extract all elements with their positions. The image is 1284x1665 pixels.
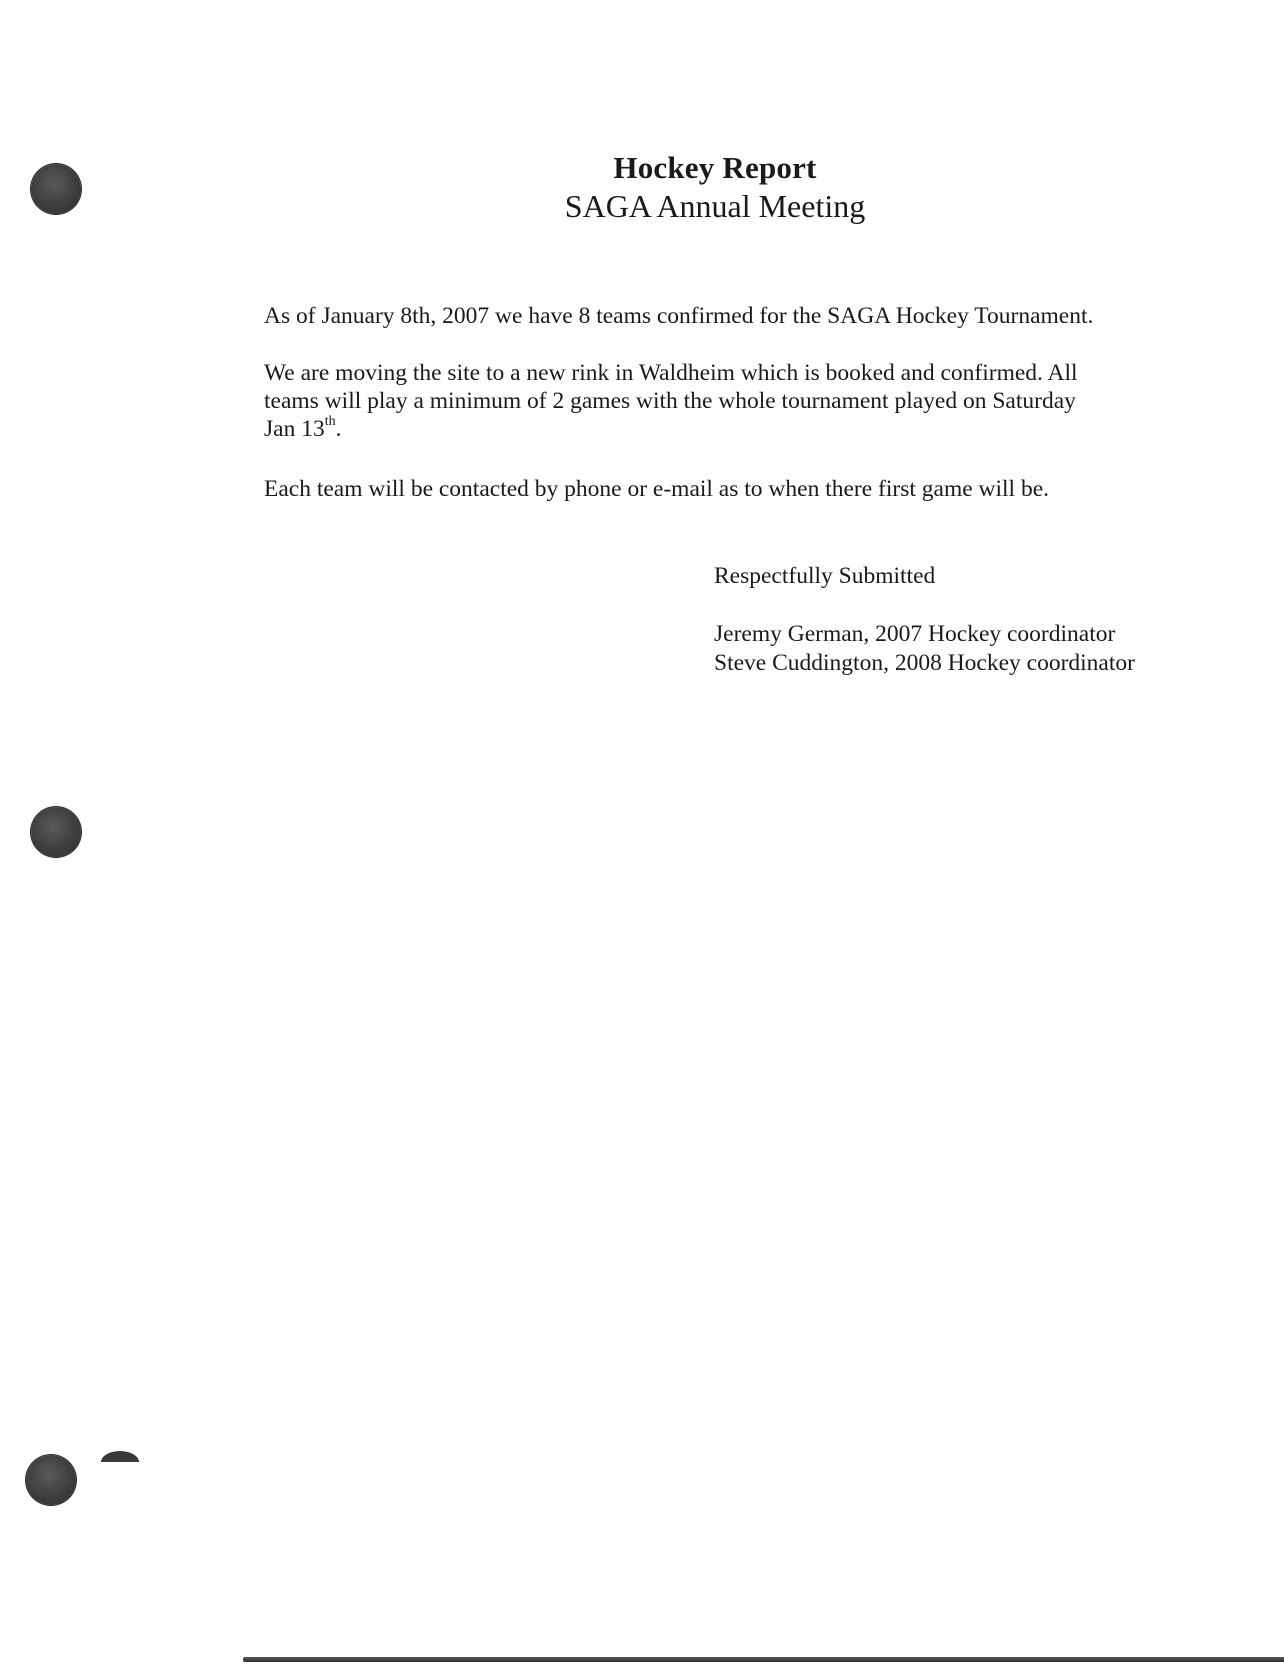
paragraph-venue-line-1: We are moving the site to a new rink in Waldheim which is booked and confirmed. All bbox=[264, 360, 1078, 386]
paragraph-teams-confirmed: As of January 8th, 2007 we have 8 teams confirmed for the SAGA Hockey Tournament. bbox=[264, 303, 1094, 329]
signatory-1: Jeremy German, 2007 Hockey coordinator bbox=[714, 621, 1116, 647]
paragraph-venue-end: . bbox=[335, 416, 342, 442]
paragraph-venue-line-2: teams will play a minimum of 2 games with the whole tournament played on Saturday bbox=[264, 388, 1076, 414]
paragraph-venue bbox=[264, 359, 1164, 443]
paragraph-contact: Each team will be contacted by phone or e-mail as to when there first game will be. bbox=[264, 476, 1050, 502]
punch-hole-fragment bbox=[101, 1451, 139, 1462]
punch-hole bbox=[31, 807, 81, 857]
closing-line: Respectfully Submitted bbox=[714, 563, 936, 589]
signatory-2: Steve Cuddington, 2008 Hockey coordinator bbox=[714, 650, 1135, 676]
paragraph-venue-date: Jan 13 bbox=[264, 416, 325, 442]
paragraph-venue-date-suffix: th bbox=[324, 414, 336, 430]
punch-hole bbox=[26, 1455, 76, 1505]
document-subtitle: SAGA Annual Meeting bbox=[564, 188, 866, 224]
document-title: Hockey Report bbox=[613, 150, 817, 185]
page-edge-shadow bbox=[243, 1657, 1284, 1662]
